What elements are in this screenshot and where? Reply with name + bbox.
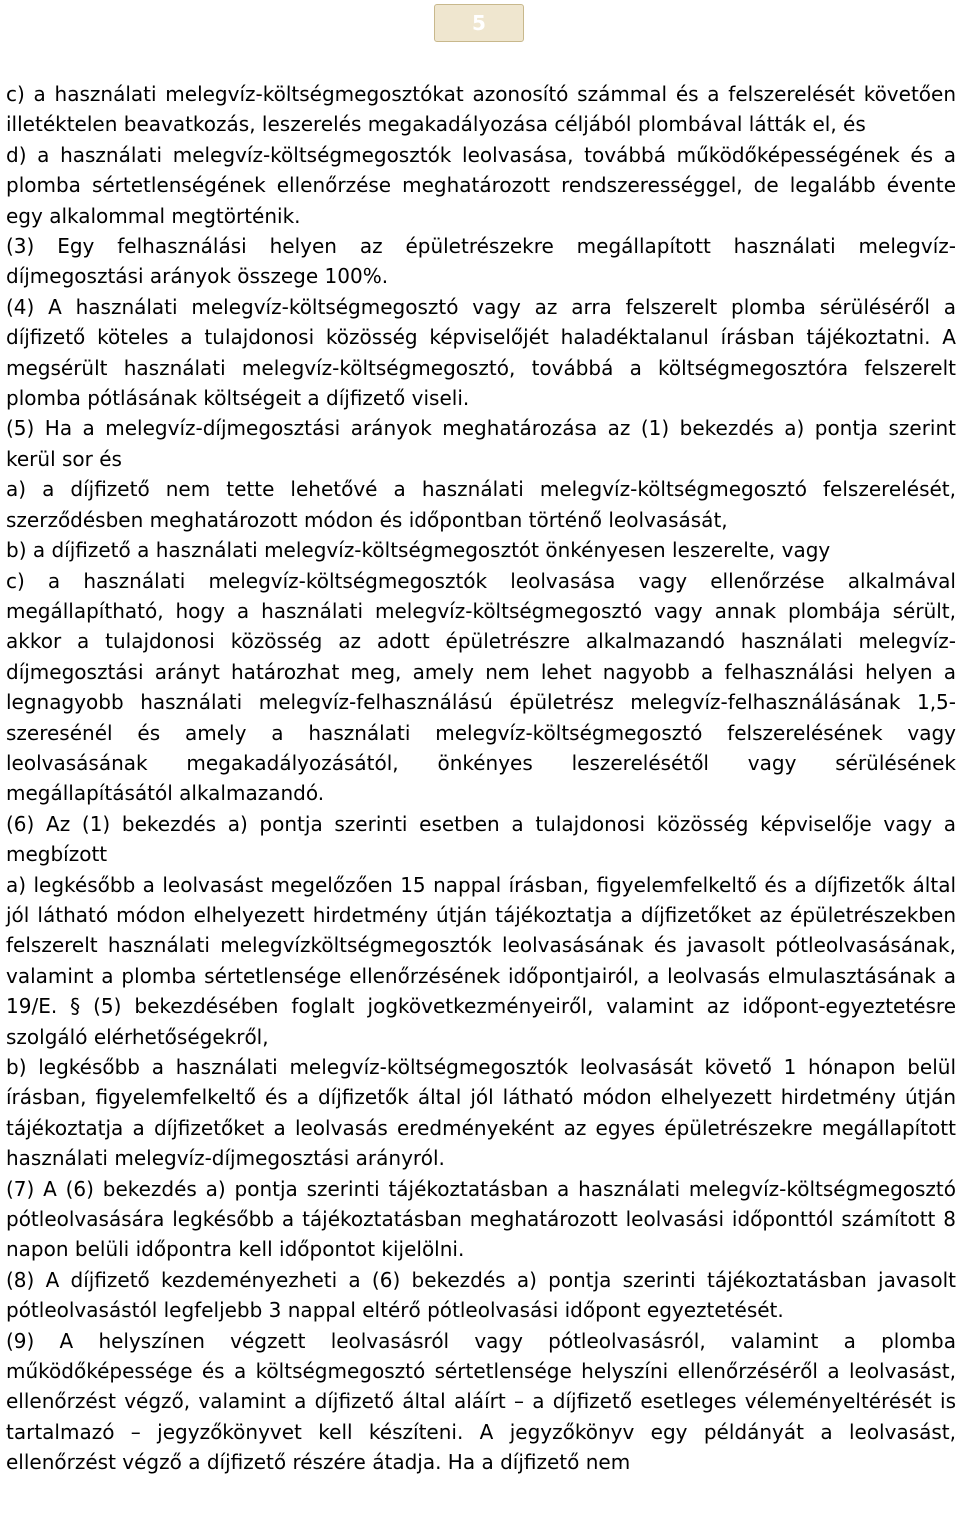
paragraph-5-b: b) a díjfizető a használati melegvíz-költségmegosztót önkényesen leszerelte, vagy (6, 538, 831, 563)
document-body (6, 79, 956, 1478)
paragraph-5-c: c) a használati melegvíz-költségmegosztók leolvasása vagy ellenőrzése alkalmával megállapítható, hogy a használati melegvíz-költségmegosztó vagy annak plombája sérült, akkor a tulajdonosi közösség az adott épületrészre alkalmazandó használati melegvíz-díjmegosztási arányt határozhat meg, amely nem lehet nagyobb a felhasználási helyen a legnagyobb használati melegvíz-felhasználású épületrész melegvíz-felhasználásának 1,5-szeresénél és amely a használati melegvíz-költségmegosztó felszerelésének vagy leolvasásának megakadályozásától, önkényes leszerelésétől vagy sérülésének megállapításától alkalmazandó. (6, 568, 956, 806)
page-number: 5 (472, 11, 486, 35)
paragraph-4: (4) A használati melegvíz-költségmegosztó vagy az arra felszerelt plomba sérüléséről a díjfizető köteles a tulajdonosi közösség képviselőjét haladéktalanul írásban tájékoztatni. A megsérült használati melegvíz-költségmegosztó, továbbá a költségmegosztóra felszerelt plomba pótlásának költségeit a díjfizető viseli. (6, 294, 956, 411)
paragraph-3: (3) Egy felhasználási helyen az épületrészekre megállapított használati melegvíz-díjmegosztási arányok összege 100%. (6, 234, 956, 289)
paragraph-7: (7) A (6) bekezdés a) pontja szerinti tájékoztatásban a használati melegvíz-költségmegosztó pótleolvasására legkésőbb a tájékoztatásban meghatározott leolvasási időponttól számított 8 napon belüli időpontra kell időpontot kijelölni. (6, 1176, 956, 1262)
paragraph-6-a: a) legkésőbb a leolvasást megelőzően 15 nappal írásban, figyelemfelkeltő és a díjfizetők által jól látható módon elhelyezett hirdetmény útján tájékoztatja a díjfizetőket az épületrészekben felszerelt használati melegvízköltségmegosztók leolvasásának és javasolt pótleolvasásának, valamint a plomba sértetlensége ellenőrzésének időpontjairól, a leolvasás elmulasztásának a 19/E. § (5) bekezdésében foglalt jogkövetkezményeiről, valamint az időpont-egyeztetésre szolgáló elérhetőségekről, (6, 872, 956, 1049)
paragraph-5-a: a) a díjfizető nem tette lehetővé a használati melegvíz-költségmegosztó felszerelését, szerződésben meghatározott módon és időpontban történő leolvasását, (6, 477, 956, 532)
paragraph-8: (8) A díjfizető kezdeményezheti a (6) bekezdés a) pontja szerinti tájékoztatásban javasolt pótleolvasástól legfeljebb 3 nappal eltérő pótleolvasási időpont egyeztetését. (6, 1267, 956, 1323)
page-number-badge (434, 4, 524, 42)
paragraph-c-plomba: c) a használati melegvíz-költségmegosztókat azonosító számmal és a felszerelését követően illetéktelen beavatkozás, leszerelés megakadályozása céljából plombával látták el, és (6, 82, 956, 137)
paragraph-6: (6) Az (1) bekezdés a) pontja szerinti esetben a tulajdonosi közösség képviselője vagy a megbízott (6, 811, 956, 867)
paragraph-5: (5) Ha a melegvíz-díjmegosztási arányok meghatározása az (1) bekezdés a) pontja szerint kerül sor és (6, 416, 956, 471)
paragraph-6-b: b) legkésőbb a használati melegvíz-költségmegosztók leolvasását követő 1 hónapon belül írásban, figyelemfelkeltő és a díjfizetők által jól látható módon elhelyezett hirdetmény útján tájékoztatja a díjfizetőket a leolvasás eredményeként az egyes épületrészekre megállapított használati melegvíz-díjmegosztási arányról. (6, 1055, 956, 1171)
paragraph-d-leolvasas: d) a használati melegvíz-költségmegosztók leolvasása, továbbá működőképességének és a plomba sértetlenségének ellenőrzése meghatározott rendszerességgel, de legalább évente egy alkalommal megtörténik. (6, 142, 956, 228)
paragraph-9: (9) A helyszínen végzett leolvasásról vagy pótleolvasásról, valamint a plomba működőképessége és a költségmegosztó sértetlensége helyszíni ellenőrzéséről a leolvasást, ellenőrzést végző, valamint a díjfizető által aláírt – a díjfizető esetleges véleményeltérését is tartalmazó – jegyzőkönyvet kell készíteni. A jegyzőkönyv egy példányát a leolvasást, ellenőrzést végző a díjfizető részére átadja. Ha a díjfizető nem (6, 1328, 956, 1475)
